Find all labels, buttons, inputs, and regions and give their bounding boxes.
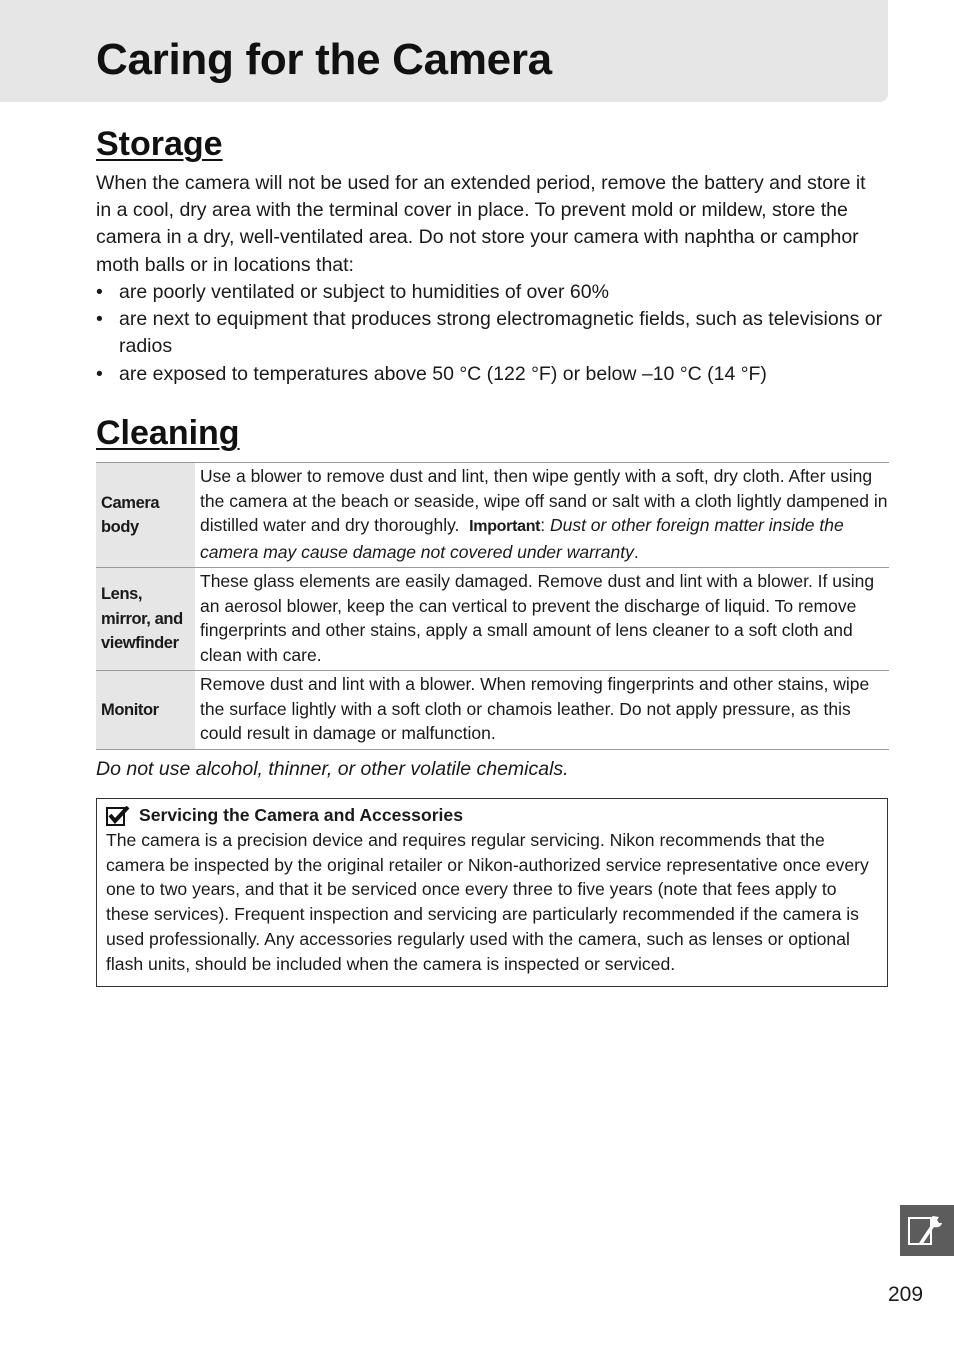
- storage-conditions-list: [96, 279, 886, 388]
- list-item: [96, 279, 886, 306]
- page-number: 209: [888, 1283, 924, 1306]
- list-item-text: are poorly ventilated or subject to humidities of over 60%: [119, 281, 609, 303]
- chemicals-warning: Do not use alcohol, thinner, or other volatile chemicals.: [96, 758, 569, 780]
- storage-intro: When the camera will not be used for an extended period, remove the battery and store it in a cool, dry area with the terminal cover in place. To prevent mold or mildew, store the camera in a dry, well-ventilated area. Do not store your camera with naphtha or camphor moth balls or in locations that:: [96, 172, 866, 276]
- bullet-icon: •: [96, 308, 103, 331]
- note-body: The camera is a precision device and requires regular servicing. Nikon recommends that the camera be inspected by the original retailer or Nikon-authorized service representative once every one to two years, and that it be serviced once every three to five years (note that fees apply to these services). Frequent inspection and servicing are particularly recommended if the camera is used professionally. Any accessories regularly used with the camera, such as lenses or optional flash units, should be included when the camera is inspected or serviced.: [106, 830, 869, 974]
- list-item-text: are next to equipment that produces strong electromagnetic fields, such as televisions or radios: [119, 308, 883, 358]
- table-row: [96, 568, 889, 671]
- part-instructions: Use a blower to remove dust and lint, then wipe gently with a soft, dry cloth. After using the camera at the beach or seaside, wipe off sand or salt with a cloth lightly dampened in distilled water and dry thoroughly. Important: Dust or other foreign matter inside the camera may cause damage not covered under warranty.: [195, 463, 889, 568]
- storage-heading: Storage: [96, 125, 223, 163]
- servicing-note: [96, 798, 888, 987]
- cleaning-table: [96, 462, 889, 750]
- list-item-text: are exposed to temperatures above 50 °C (122 °F) or below –10 °C (14 °F): [119, 362, 767, 385]
- cleaning-heading: Cleaning: [96, 414, 240, 452]
- list-item: [96, 306, 886, 360]
- bullet-icon: •: [96, 362, 103, 385]
- part-instructions: These glass elements are easily damaged. Remove dust and lint with a blower. If using an aerosol blower, keep the can vertical to prevent the discharge of liquid. To remove fingerprints and other stains, apply a small amount of lens cleaner to a soft cloth and clean with care.: [195, 568, 889, 671]
- important-label: Important: [469, 518, 541, 535]
- note-heading: Servicing the Camera and Accessories: [139, 805, 464, 825]
- instruction-text: Use a blower to remove dust and lint, then wipe gently with a soft, dry cloth. After using the camera at the beach or seaside, wipe off sand or salt with a cloth lightly dampened in distilled water and dry thoroughly.: [200, 466, 888, 535]
- chemicals-warning-text: Do not use alcohol, thinner, or other volatile chemicals: [96, 758, 564, 780]
- checkmark-icon: [106, 806, 130, 826]
- note-header: [106, 803, 877, 828]
- important-text: Dust or other foreign matter inside the camera may cause damage not covered under warranty: [200, 515, 844, 562]
- part-label: Lens, mirror, and viewfinder: [96, 568, 195, 671]
- part-label: Camera body: [96, 463, 195, 568]
- list-item: [96, 361, 886, 388]
- part-label: Monitor: [96, 671, 195, 750]
- part-instructions: Remove dust and lint with a blower. When removing fingerprints and other stains, wipe the surface lightly with a soft cloth or chamois leather. Do not apply pressure, as this could result in damage or malfunction.: [195, 671, 889, 750]
- table-row: [96, 463, 889, 568]
- page-title: Caring for the Camera: [96, 35, 552, 84]
- table-row: [96, 671, 889, 750]
- bullet-icon: •: [96, 281, 103, 303]
- wrench-maintenance-icon: [900, 1205, 954, 1256]
